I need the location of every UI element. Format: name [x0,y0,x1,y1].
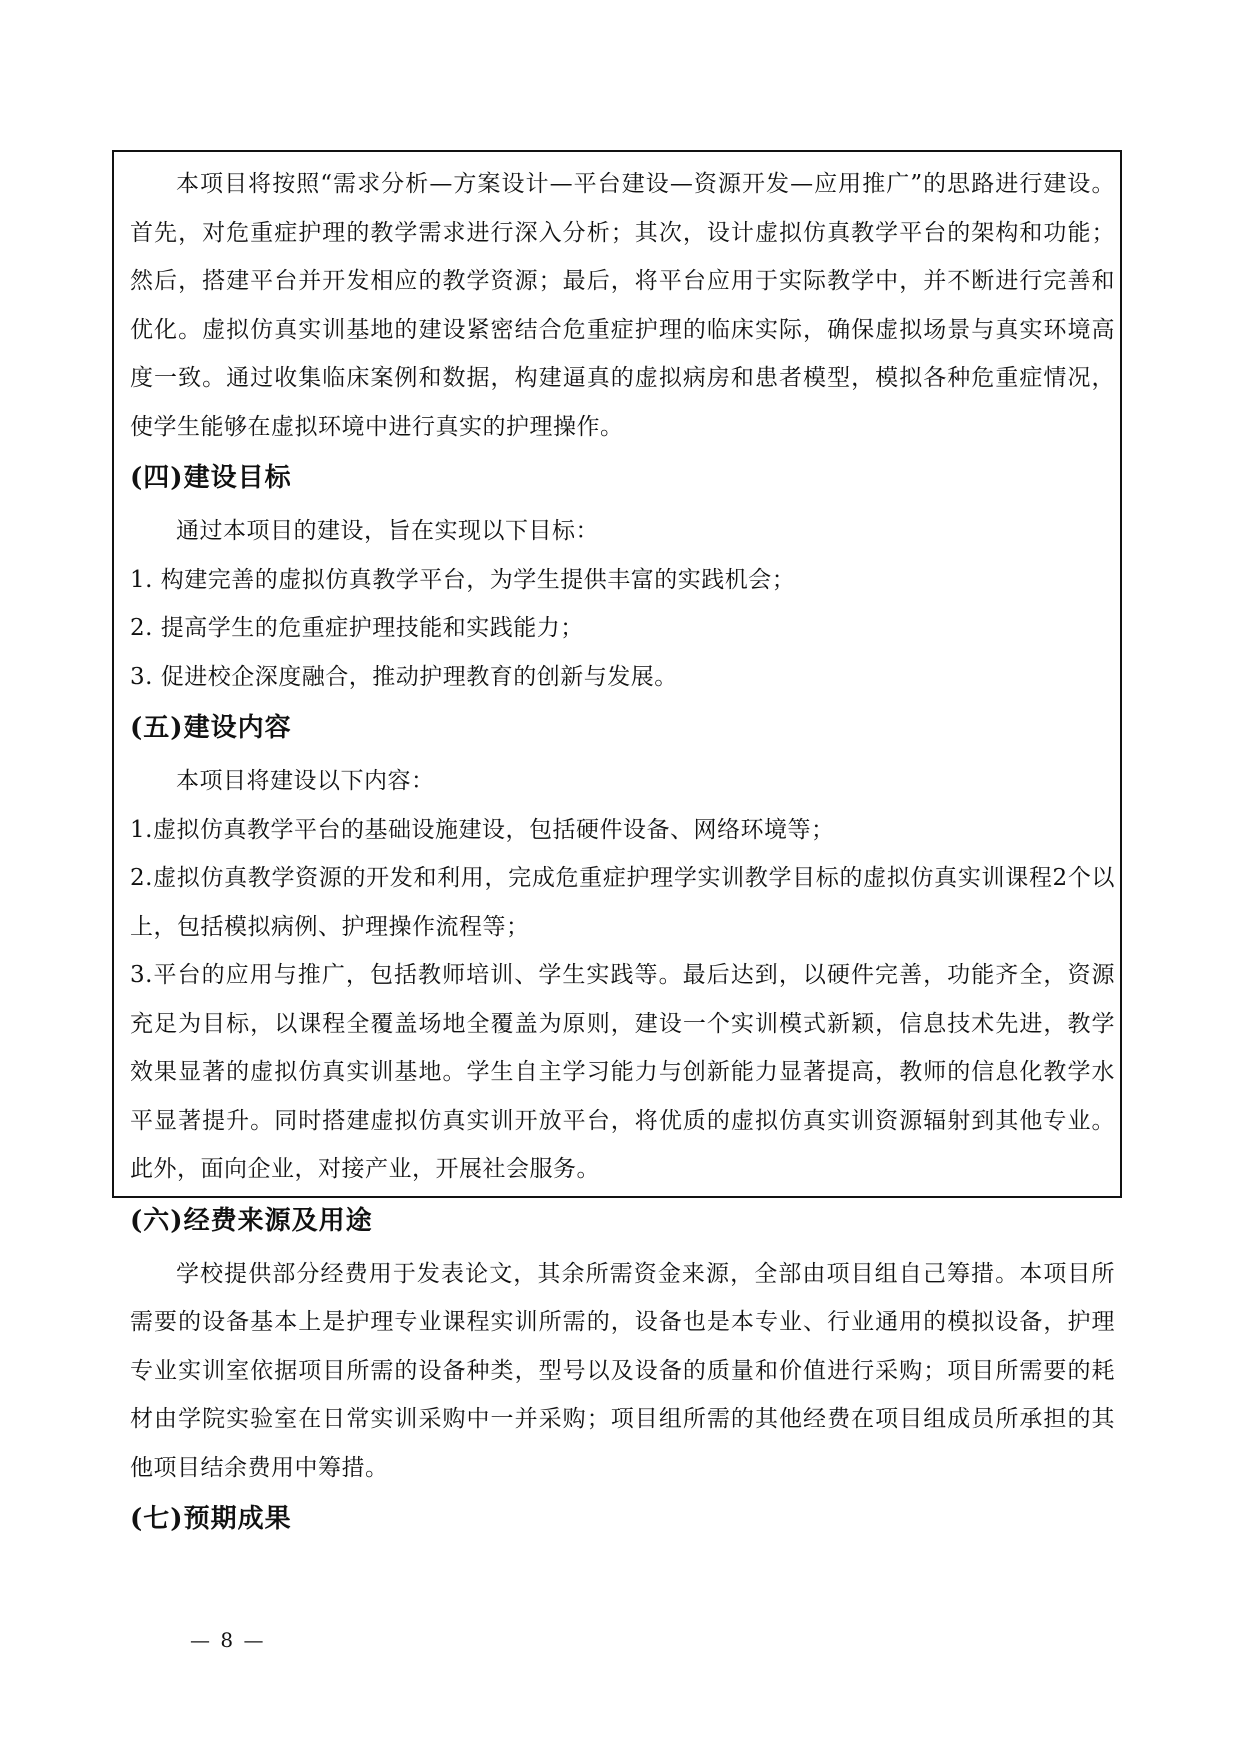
intro-paragraph: 本项目将按照“需求分析—方案设计—平台建设—资源开发—应用推广”的思路进行建设。首先，对危重症护理的教学需求进行深入分析；其次，设计虚拟仿真教学平台的架构和功能；然后，搭建平台并开发相应的教学资源；最后，将平台应用于实际教学中，并不断进行完善和优化。虚拟仿真实训基地的建设紧密结合危重症护理的临床实际，确保虚拟场景与真实环境高度一致。通过收集临床案例和数据，构建逼真的虚拟病房和患者模型，模拟各种危重症情况，使学生能够在虚拟环境中进行真实的护理操作。 [130,171,1115,440]
page-number: — 8 — [190,1628,266,1652]
cell-content [130,160,1115,1548]
section-title-goals: (四)建设目标 [130,463,292,493]
section-title-content: (五)建设内容 [130,713,292,743]
goals-intro: 通过本项目的建设，旨在实现以下目标： [176,518,599,544]
content-item: 3.平台的应用与推广，包括教师培训、学生实践等。最后达到，以硬件完善，功能齐全，资源充足为目标，以课程全覆盖场地全覆盖为原则，建设一个实训模式新颖，信息技术先进，教学效果显著的虚拟仿真实训基地。学生自主学习能力与创新能力显著提高，教师的信息化教学水平显著提升。同时搭建虚拟仿真实训开放平台，将优质的虚拟仿真实训资源辐射到其他专业。此外，面向企业，对接产业，开展社会服务。 [130,962,1115,1182]
goals-item: 3. 促进校企深度融合，推动护理教育的创新与发展。 [130,663,678,690]
section-title-outcomes: (七)预期成果 [130,1504,292,1534]
section-title-funding: (六)经费来源及用途 [130,1205,373,1236]
content-intro: 本项目将建设以下内容： [176,768,435,794]
goals-item: 2. 提高学生的危重症护理技能和实践能力； [130,615,584,641]
funding-paragraph: 学校提供部分经费用于发表论文，其余所需资金来源，全部由项目组自己筹措。本项目所需要的设备基本上是护理专业课程实训所需的，设备也是本专业、行业通用的模拟设备，护理专业实训室依据项目所需的设备种类，型号以及设备的质量和价值进行采购；项目所需要的耗材由学院实验室在日常实训采购中一并采购；项目组所需的其他经费在项目组成员所承担的其他项目结余费用中筹措。 [130,1260,1115,1481]
content-item: 1.虚拟仿真教学平台的基础设施建设，包括硬件设备、网络环境等； [130,816,835,843]
goals-item: 1. 构建完善的虚拟仿真教学平台，为学生提供丰富的实践机会； [130,566,796,593]
content-item: 2.虚拟仿真教学资源的开发和利用，完成危重症护理学实训教学目标的虚拟仿真实训课程2个以上，包括模拟病例、护理操作流程等； [130,865,1115,940]
document-table-cell [112,150,1122,1534]
